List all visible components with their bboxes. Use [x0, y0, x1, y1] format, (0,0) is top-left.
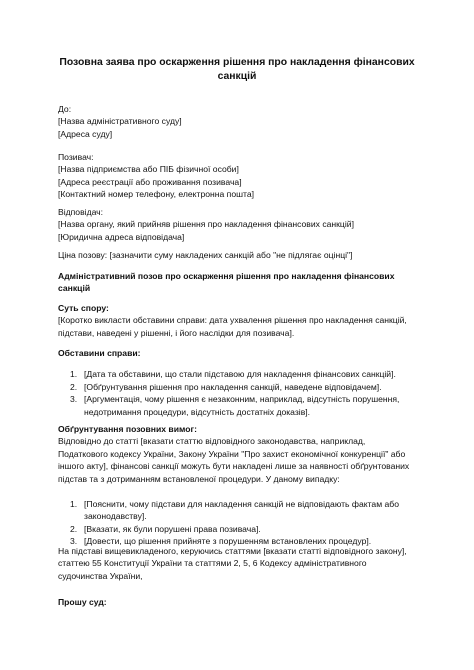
- circumstances-list: [58, 368, 418, 418]
- circumstances-label: Обставини справи:: [58, 348, 141, 358]
- list-item-number: 3.: [70, 536, 78, 547]
- list-item-number: 2.: [70, 523, 78, 534]
- basis-line: На підставі вищевикладеного, керуючись статтями [вказати статті відповідного закону],: [58, 546, 407, 556]
- court-name: [Назва адміністративного суду]: [58, 116, 182, 127]
- essence-section: [58, 302, 418, 339]
- grounds-label: Обґрунтування позовних вимог:: [58, 424, 197, 434]
- list-item-text: [Довести, що рішення прийняте з порушенням встановлених процедур].: [84, 536, 372, 547]
- defendant-block: [58, 206, 418, 243]
- list-item-number: 3.: [70, 394, 78, 405]
- title-line-2: санкцій: [217, 71, 257, 82]
- essence-line-1: [Коротко викласти обставини справи: дата ухвалення рішення про накладення санкцій,: [58, 315, 407, 326]
- defendant-name: [Назва органу, який прийняв рішення про накладення фінансових санкцій]: [58, 219, 354, 230]
- plaintiff-contacts: [Контактний номер телефону, електронна пошта]: [58, 189, 255, 200]
- plaintiff-label: Позивач:: [58, 152, 94, 162]
- basis-line: статтею 55 Конституції України та статтями 2, 5, 6 Кодексу адміністративного: [58, 558, 367, 569]
- defendant-address: [Юридична адреса відповідача]: [58, 231, 185, 242]
- plaintiff-address: [Адреса реєстрації або проживання позивача]: [58, 176, 242, 187]
- essence-label: Суть спору:: [58, 303, 109, 313]
- list-item: [58, 523, 418, 535]
- lawsuit-heading: [58, 270, 418, 295]
- grounds-line: іншого акту], фінансові санкції можуть бути накладені лише за наявності обґрунтованих: [58, 461, 410, 472]
- heading-line-1: Адміністративний позов про оскарження рішення про накладення фінансових: [58, 271, 395, 281]
- list-item-text: [Вказати, як були порушені права позивача].: [84, 523, 261, 534]
- list-item: [58, 393, 418, 418]
- list-item-text: [Аргументація, чому рішення є незаконним, наприклад, відсутність порушення,: [84, 394, 400, 405]
- grounds-line: Відповідно до статті [вказати статтю відповідного законодавства, наприклад,: [58, 436, 366, 447]
- plaintiff-name: [Назва підприємства або ПІБ фізичної особи]: [58, 164, 239, 175]
- list-item-number: 1.: [70, 369, 78, 380]
- list-item-number: 1.: [70, 499, 78, 510]
- to-label: До:: [58, 104, 72, 114]
- circumstances-section: [58, 347, 418, 418]
- addressee-block: [58, 103, 418, 140]
- list-item: [58, 381, 418, 393]
- claim-price: [58, 249, 418, 261]
- claim-price-text: Ціна позову: [зазначити суму накладених санкцій або "не підлягає оцінці"]: [58, 250, 353, 260]
- grounds-line: підстав та з дотриманням встановленої процедури. У даному випадку:: [58, 473, 340, 484]
- basis-line: судочинства України,: [58, 570, 143, 581]
- grounds-list: [58, 498, 418, 548]
- request-label: [58, 596, 418, 608]
- heading-line-2: санкцій: [58, 283, 91, 294]
- defendant-label: Відповідач:: [58, 207, 104, 217]
- grounds-section: [58, 423, 418, 548]
- court-address: [Адреса суду]: [58, 128, 113, 139]
- document-title: [40, 56, 434, 84]
- list-item-text: [Обґрунтування рішення про накладення санкцій, наведене відповідачем].: [84, 381, 382, 392]
- list-item-text: законодавству].: [84, 511, 147, 522]
- request-label-text: Прошу суд:: [58, 597, 107, 607]
- list-item-number: 2.: [70, 381, 78, 392]
- list-item: [58, 368, 418, 380]
- basis-paragraph: [58, 545, 418, 582]
- list-item: [58, 498, 418, 523]
- grounds-line: Податкового кодексу України, Закону України "Про захист економічної конкуренції" або: [58, 448, 406, 459]
- plaintiff-block: [58, 151, 418, 201]
- list-item-text: недотримання процедури, відсутність достатніх доказів].: [84, 406, 311, 417]
- title-line-1: Позовна заява про оскарження рішення про накладення фінансових: [59, 57, 415, 68]
- essence-line-2: підстави, наведені у рішенні, і його наслідки для позивача].: [58, 327, 295, 338]
- list-item-text: [Пояснити, чому підстави для накладення санкцій не відповідають фактам або: [84, 499, 399, 510]
- list-item-text: [Дата та обставини, що стали підставою для накладення фінансових санкцій].: [84, 369, 396, 380]
